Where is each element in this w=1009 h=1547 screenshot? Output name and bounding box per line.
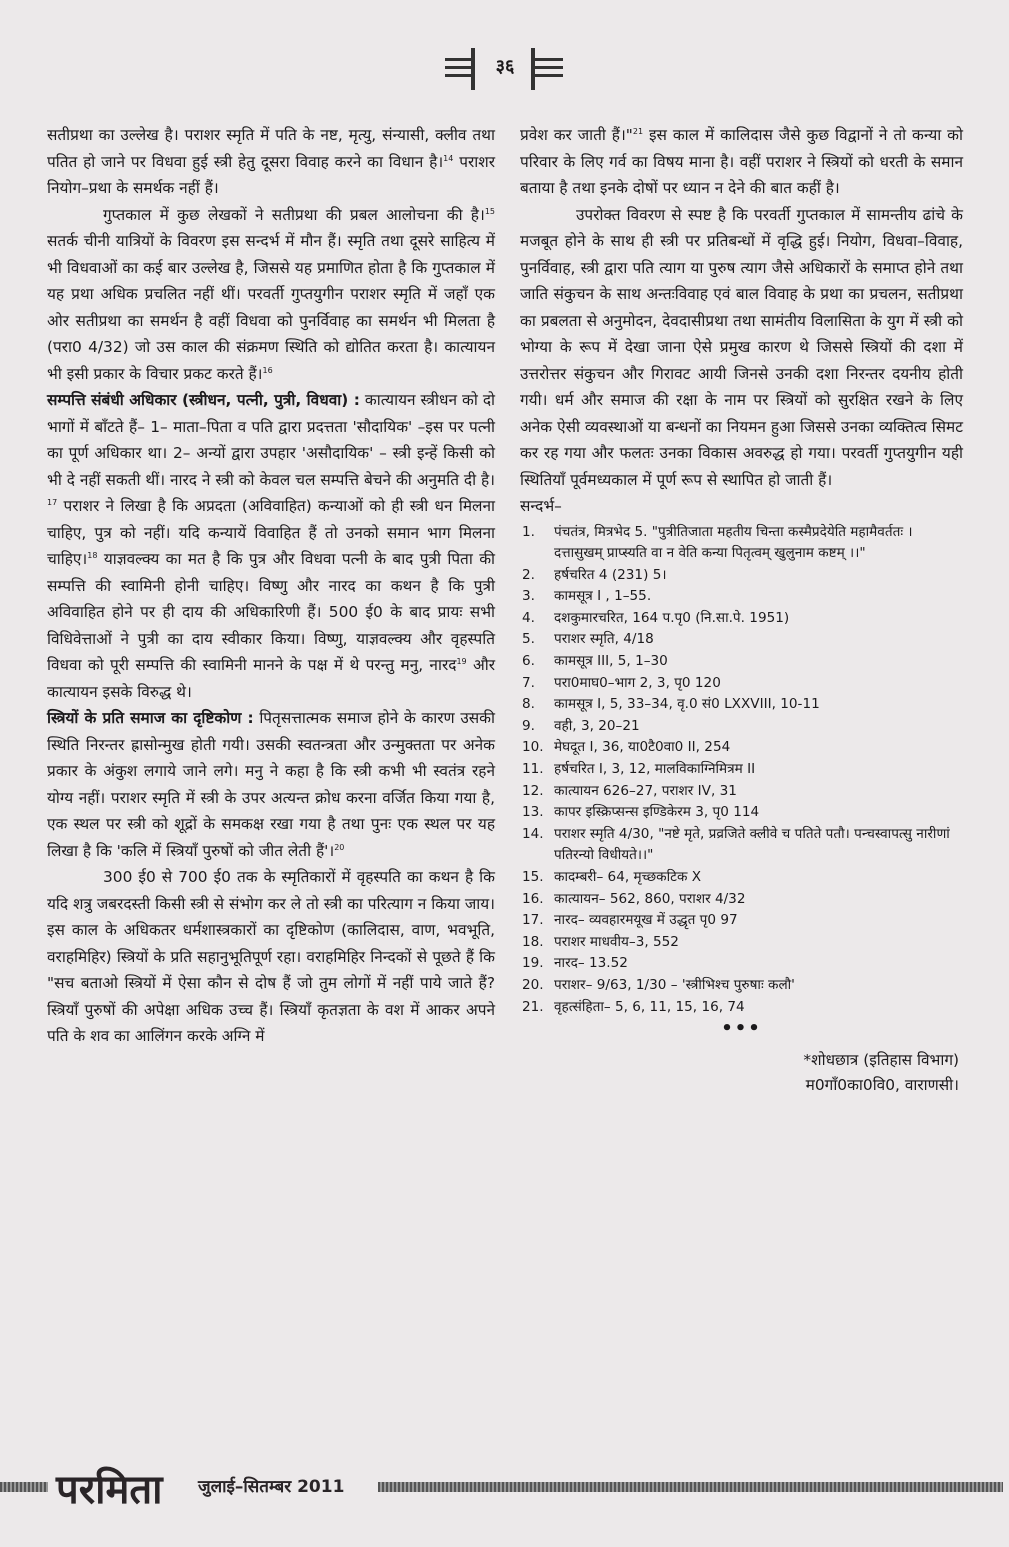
reference-number: 9. [522, 717, 535, 734]
reference-number: 14. [522, 825, 544, 842]
reference-item [520, 608, 963, 630]
paragraph: गुप्तकाल में कुछ लेखकों ने सतीप्रथा की प्रबल आलोचना की है।$^{15}$ सतर्क चीनी यात्रियों के विवरण इस सन्दर्भ में मौन हैं। स्मृति तथा दूसरे साहित्य में भी विधवाओं का कई बार उल्लेख है, जिससे यह प्रमाणित होता है कि गुप्तकाल में यह प्रथा अधिक प्रचलित नहीं थीं। परवर्ती गुप्तयुगीन पराशर स्मृति में जहाँ एक ओर सतीप्रथा का समर्थन है वहीं विधवा को पुनर्विवाह का समर्थन भी मिलता है (परा0 4/32) जो उस काल की संक्रमण स्थिति को द्योतित करता है। कात्यायन भी इसी प्रकार के विचार प्रकट करते हैं।$^{16}$ [47, 205, 495, 383]
reference-item [520, 586, 963, 608]
author-line: म0गाँ0का0वि0, वाराणसी। [805, 1076, 959, 1095]
paragraph: प्रवेश कर जाती हैं।"$^{21}$ इस काल में कालिदास जैसे कुछ विद्वानों ने तो कन्या को परिवार के लिए गर्व का विषय माना है। वहीं पराशर ने स्त्रियों को धरती के समान बताया है तथा इनके दोषों पर ध्यान न देने की बात कहीं है। [520, 126, 963, 197]
reference-item [520, 694, 963, 716]
reference-number: 17. [522, 912, 544, 929]
reference-number: 3. [522, 588, 535, 605]
reference-number: 2. [522, 566, 535, 583]
reference-text: कामसूत्र I , 1–55. [554, 588, 652, 605]
reference-number: 8. [522, 696, 535, 713]
reference-text: दशकुमारचरित, 164 प.पृ0 (नि.सा.पे. 1951) [554, 609, 790, 626]
reference-item [520, 673, 963, 695]
reference-text: नारद– व्यवहारमयूख में उद्धृत पृ0 97 [554, 912, 738, 929]
reference-number: 16. [522, 890, 544, 907]
paragraph: सम्पत्ति संबंधी अधिकार (स्त्रीधन, पत्नी, पुत्री, विधवा) : कात्यायन स्त्रीधन को दो भागों में बाँटते हैं– 1– माता–पिता व पति द्वारा प्रदत्तता 'सौदायिक' –इस पर पत्नी का पूर्ण अधिकार था। 2– अन्यों द्वारा उपहार 'असौदायिक' – स्त्री इन्हें किसी को भी दे नहीं सकती थीं। नारद ने स्त्री को केवल चल सम्पत्ति बेचने की अनुमति दी है।$^{17}$ पराशर ने लिखा है कि अप्रदता (अविवाहित) कन्याओं को ही स्त्री धन मिलना चाहिए, पुत्र को नहीं। यदि कन्यायें विवाहित हैं तो उनको समान भाग मिलना चाहिए।$^{18}$ याज्ञवल्क्य का मत है कि पुत्र और विधवा पत्नी के बाद पुत्री पिता की सम्पत्ति की स्वामिनी होनी चाहिए। विष्णु और नारद का कथन है कि पुत्री अविवाहित होने पर ही दाय की अधिकारिणी हैं। 500 ई0 के बाद प्रायः सभी विधिवेत्ताओं ने पुत्री का दाय स्वीकार किया। विष्णु, याज्ञवल्क्य और वृहस्पति विधवा को पूरी सम्पत्ति की स्वामिनी मानने के पक्ष में थे परन्तु मनु, नारद$^{19}$ और कात्यायन इसके विरुद्ध थे। [47, 391, 495, 701]
reference-item [520, 802, 963, 824]
reference-text: पराशर– 9/63, 1/30 – 'स्त्रीभिश्च पुरुषाः कलौ' [554, 976, 795, 993]
reference-item [520, 629, 963, 651]
references-list [520, 522, 963, 1019]
reference-text: कामसूत्र I, 5, 33–34, वृ.0 सं0 LXXVIII, 10-11 [554, 696, 820, 713]
section-heading: स्त्रियों के प्रति समाज का दृष्टिकोण : [47, 709, 254, 727]
reference-number: 12. [522, 782, 544, 799]
reference-number: 13. [522, 804, 544, 821]
reference-item [520, 522, 963, 565]
reference-text: कात्यायन 626–27, पराशर IV, 31 [554, 782, 737, 799]
reference-text: पराशर माधवीय–3, 552 [554, 933, 679, 950]
reference-item [520, 910, 963, 932]
reference-number: 21. [522, 998, 544, 1015]
reference-text: कामसूत्र III, 5, 1–30 [554, 653, 668, 670]
reference-text: परा0माघ0–भाग 2, 3, पृ0 120 [554, 674, 721, 691]
reference-text: वही, 3, 20–21 [554, 717, 640, 734]
page-number-header [445, 44, 565, 94]
paragraph: स्त्रियों के प्रति समाज का दृष्टिकोण : पितृसत्तात्मक समाज होने के कारण उसकी स्थिति निरन्तर ह्रासोन्मुख होती गयी। उसकी स्वतन्त्रता और उन्मुक्तता पर अनेक प्रकार के अंकुश लगाये जाने लगे। मनु ने कहा है कि स्त्री कभी भी स्वतंत्र रहने योग्य नहीं। पराशर स्मृति में स्त्री के उपर अत्यन्त क्रोध करना वर्जित किया गया है, एक स्थल पर स्त्री को शूद्रों के समकक्ष रखा गया है तथा पुनः एक स्थल पर यह लिखा है कि 'कलि में स्त्रियाँ पुरुषों को जीत लेती हैं'।$^{20}$ [47, 709, 495, 860]
reference-number: 10. [522, 739, 544, 756]
reference-item [520, 565, 963, 587]
magazine-name: परमिता [56, 1466, 163, 1513]
paragraph: 300 ई0 से 700 ई0 तक के स्मृतिकारों में वृहस्पति का कथन है कि यदि शत्रु जबरदस्ती किसी स्त्री से संभोग कर ले तो स्त्री का परित्याग न किया जाय। इस काल के अधिकतर धर्मशास्त्रकारों का दृष्टिकोण (कालिदास, वाण, भवभूति, वराहमिहिर) स्त्रियों के प्रति सहानुभूतिपूर्ण रहा। वराहमिहिर निन्दकों से पूछते हैं कि "सच बताओ स्त्रियों में ऐसा कौन से दोष हैं जो तुम लोगों में नहीं पाये जाते हैं? स्त्रियाँ पुरुषों की अपेक्षा अधिक उच्च हैं। स्त्रियाँ कृतज्ञता के वश में आकर अपने पति के शव का आलिंगन करके अग्नि में [47, 868, 495, 1045]
reference-item [520, 824, 963, 867]
paragraph: सतीप्रथा का उल्लेख है। पराशर स्मृति में पति के नष्ट, मृत्यु, संन्यासी, क्लीव तथा पतित हो जाने पर विधवा हुई स्त्री हेतु दूसरा विवाह करने का विधान है।$^{14}$ पराशर नियोग–प्रथा के समर्थक नहीं हैं। [47, 126, 495, 197]
reference-item [520, 932, 963, 954]
reference-item [520, 781, 963, 803]
reference-item [520, 759, 963, 781]
reference-item [520, 975, 963, 997]
left-column [47, 122, 495, 1050]
reference-number: 18. [522, 933, 544, 950]
reference-number: 15. [522, 869, 544, 885]
reference-item [520, 953, 963, 975]
author-affiliation [520, 1048, 963, 1098]
reference-text: हर्षचरित 4 (231) 5। [554, 566, 667, 583]
page-number: ३६ [495, 56, 515, 77]
reference-text: मेघदूत I, 36, या0टै0वा0 II, 254 [554, 739, 731, 756]
reference-item [520, 651, 963, 673]
reference-number: 11. [522, 761, 544, 778]
references-title: सन्दर्भ– [520, 497, 562, 515]
reference-number: 20. [522, 976, 544, 993]
reference-text: कादम्बरी– 64, मृच्छकटिक X [554, 869, 702, 885]
reference-text: वृहत्संहिता– 5, 6, 11, 15, 16, 74 [554, 998, 745, 1015]
reference-text: हर्षचरित I, 3, 12, मालविकाग्निमित्रम II [554, 761, 756, 778]
reference-number: 5. [522, 631, 535, 648]
author-line: *शोधछात्र (इतिहास विभाग) [803, 1051, 959, 1070]
reference-item [520, 737, 963, 759]
footer [0, 1462, 1009, 1512]
footer-rule [0, 1482, 48, 1492]
reference-text: पराशर स्मृति, 4/18 [554, 631, 654, 648]
reference-number: 7. [522, 674, 535, 691]
right-column [520, 122, 963, 1098]
reference-number: 6. [522, 653, 535, 670]
issue-date: जुलाई–सितम्बर 2011 [198, 1477, 345, 1497]
reference-item [520, 867, 963, 889]
reference-text: नारद– 13.52 [554, 955, 628, 972]
reference-number: 19. [522, 955, 544, 972]
reference-number: 4. [522, 609, 535, 626]
reference-item [520, 997, 963, 1019]
end-mark: ••• [721, 1018, 762, 1040]
reference-item [520, 889, 963, 911]
reference-number: 1. [522, 523, 535, 540]
reference-text: पंचतंत्र, मित्रभेद 5. "पुत्रीतिजाता महतीय चिन्ता कस्मैप्रदेयेति महामैवर्ततः । दत्तासुखम् प्राप्स्यति वा न वेति कन्या पितृत्वम् खुलुनाम कष्टम् ।।" [554, 523, 913, 562]
reference-item [520, 716, 963, 738]
footer-rule [378, 1482, 1003, 1492]
reference-text: कापर इस्क्रिप्सन्स इण्डिकेरम 3, पृ0 114 [554, 804, 760, 821]
reference-text: कात्यायन– 562, 860, पराशर 4/32 [554, 890, 746, 907]
section-heading: सम्पत्ति संबंधी अधिकार (स्त्रीधन, पत्नी, पुत्री, विधवा) : [47, 391, 360, 409]
paragraph: उपरोक्त विवरण से स्पष्ट है कि परवर्ती गुप्तकाल में सामन्तीय ढांचे के मजबूत होने के साथ ही स्त्री पर प्रतिबन्धों में वृद्धि हुई। नियोग, विधवा–विवाह, पुनर्विवाह, स्त्री द्वारा पति त्याग या पुरुष त्याग जैसे अधिकारों के समाप्त होने तथा जाति संकुचन के साथ अन्तःविवाह एवं बाल विवाह के प्रथा का प्रचलन, सतीप्रथा का प्रबलता से अनुमोदन, देवदासीप्रथा तथा सामंतीय विलासिता के युग में स्त्री को भोग्या के रूप में देखा जाना ऐसे प्रमुख कारण थे जिससे स्त्रियों की दशा में उत्तरोत्तर संकुचन और गिरावट आयी जिनसे उनकी दशा निरन्तर दयनीय होती गयी। धर्म और समाज की रक्षा के नाम पर स्त्रियों को सुरक्षित रखने के लिए अनेक ऐसी व्यवस्थाओं या बन्धनों का नियमन हुआ जिससे उनका व्यक्तित्व सिमट कर रह गया और फलतः उनका विकास अवरुद्ध हो गया। परवर्ती गुप्तयुगीन यही स्थितियाँ पूर्वमध्यकाल में पूर्ण रूप से स्थापित हो जाती हैं। [520, 205, 963, 489]
reference-text: पराशर स्मृति 4/30, "नष्टे मृते, प्रव्रजिते क्लीवे च पतिते पतौ। पन्चस्वापत्सु नारीणां पतिरन्यो विधीयते।।" [554, 825, 950, 864]
